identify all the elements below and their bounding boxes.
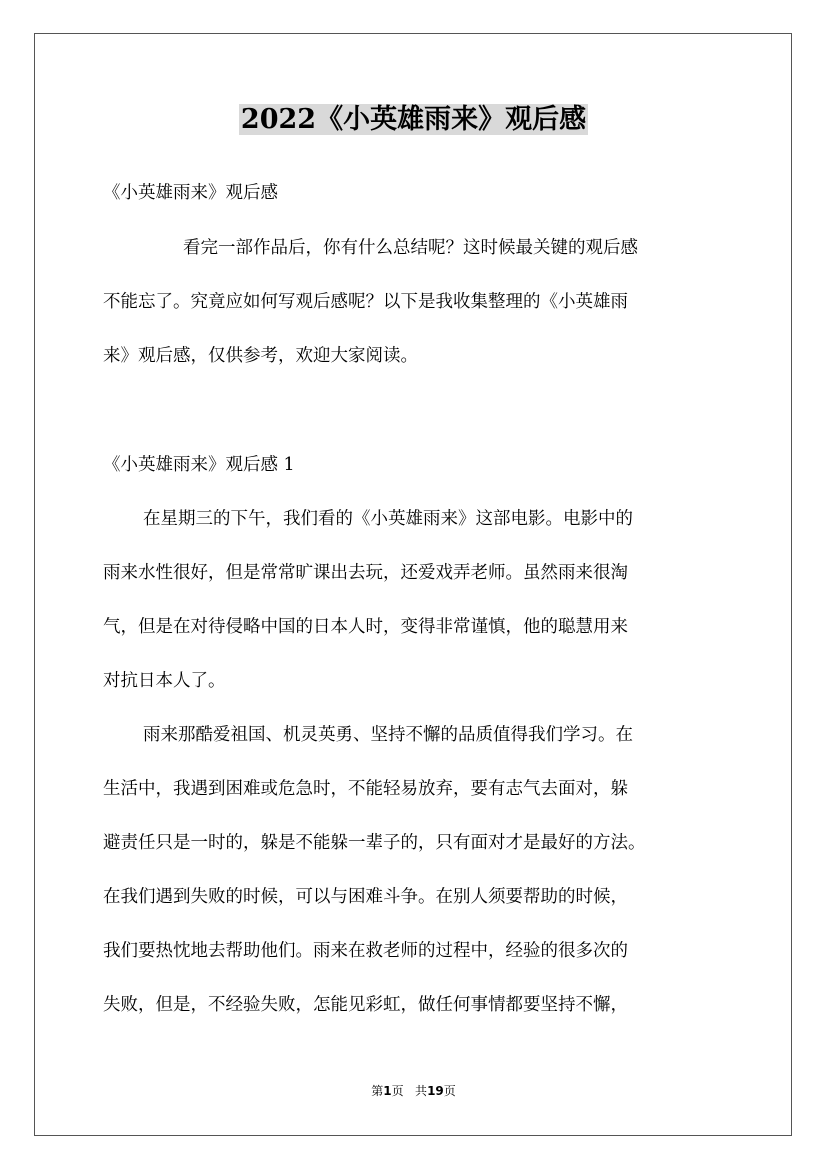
- intro-line-3: 来》观后感，仅供参考，欢迎大家阅读。: [103, 346, 418, 366]
- footer-total-pages: 19: [427, 1084, 444, 1098]
- paragraph1-line-3: 气，但是在对待侵略中国的日本人时，变得非常谨慎，他的聪慧用来: [103, 617, 628, 637]
- paragraph2-line-1: 雨来那酷爱祖国、机灵英勇、坚持不懈的品质值得我们学习。在: [143, 725, 633, 745]
- footer-page-number: 1: [383, 1084, 392, 1098]
- paragraph2-line-4: 在我们遇到失败的时候，可以与困难斗争。在别人须要帮助的时候，: [103, 887, 628, 907]
- paragraph1-line-2: 雨来水性很好，但是常常旷课出去玩，还爱戏弄老师。虽然雨来很淘: [103, 563, 628, 583]
- footer-total-suffix: 页: [443, 1084, 456, 1098]
- paragraph2-line-2: 生活中，我遇到困难或危急时，不能轻易放弃，要有志气去面对，躲: [103, 779, 628, 799]
- document-title: [0, 100, 827, 140]
- page-footer: [0, 1082, 827, 1100]
- document-title-text: 2022《小英雄雨来》观后感: [240, 104, 587, 135]
- document-subtitle: 《小英雄雨来》观后感: [103, 183, 278, 203]
- paragraph1-line-1: 在星期三的下午，我们看的《小英雄雨来》这部电影。电影中的: [143, 509, 633, 529]
- intro-line-2: 不能忘了。究竟应如何写观后感呢？以下是我收集整理的《小英雄雨: [103, 292, 628, 312]
- intro-line-1: 看完一部作品后，你有什么总结呢？这时候最关键的观后感: [183, 238, 638, 258]
- paragraph1-line-4: 对抗日本人了。: [103, 671, 226, 691]
- section-heading: 《小英雄雨来》观后感 1: [103, 455, 295, 475]
- footer-page-suffix: 页: [391, 1084, 404, 1098]
- paragraph2-line-3: 避责任只是一时的，躲是不能躲一辈子的，只有面对才是最好的方法。: [103, 833, 646, 853]
- paragraph2-line-6: 失败，但是，不经验失败，怎能见彩虹，做任何事情都要坚持不懈，: [103, 995, 628, 1015]
- footer-total-prefix: 共: [415, 1084, 428, 1098]
- footer-page-prefix: 第: [371, 1084, 384, 1098]
- paragraph2-line-5: 我们要热忱地去帮助他们。雨来在救老师的过程中，经验的很多次的: [103, 941, 628, 961]
